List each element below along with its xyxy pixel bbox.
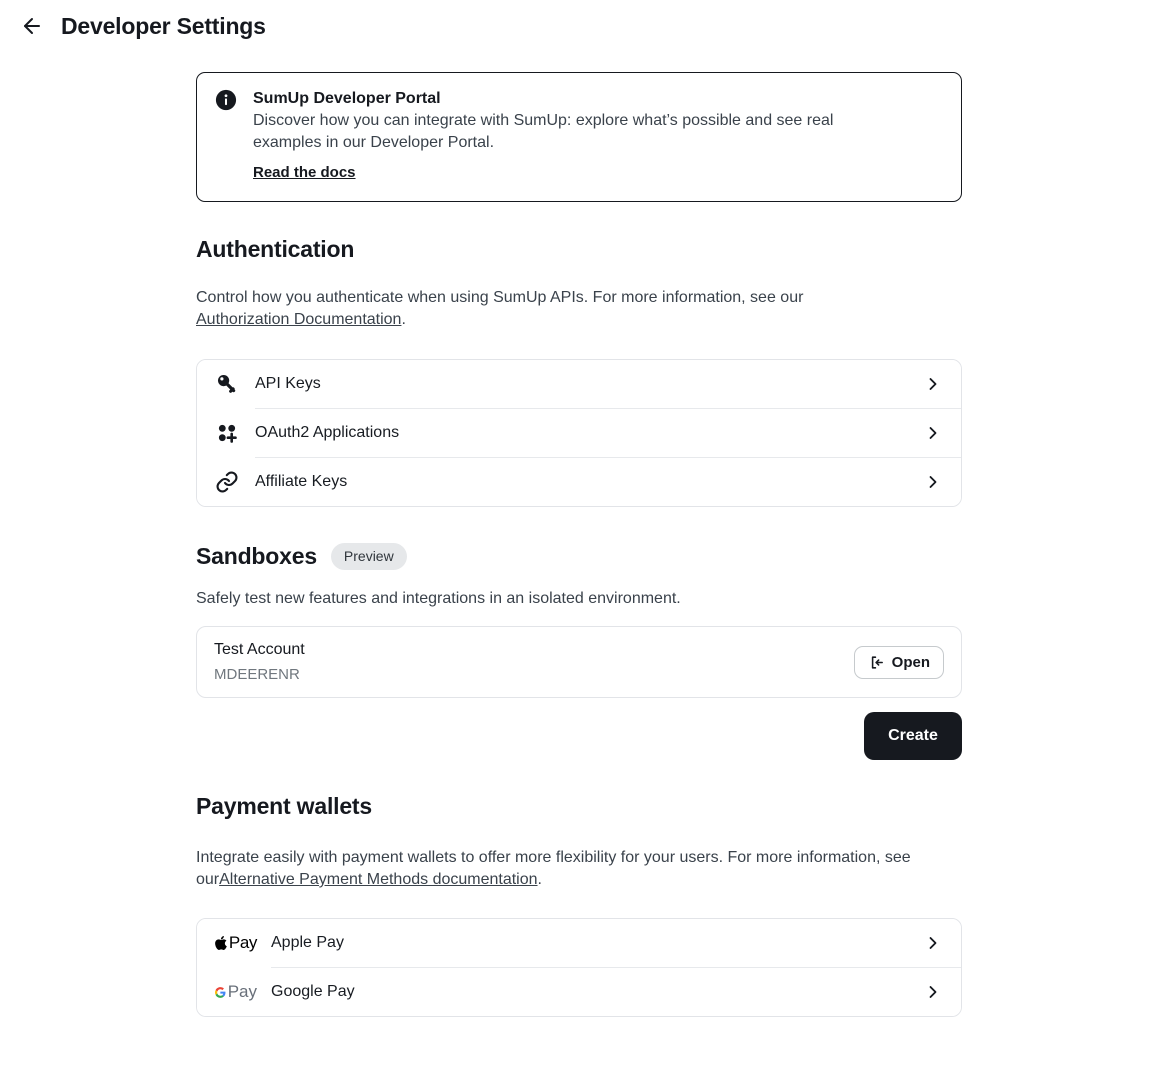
list-item-label: Affiliate Keys bbox=[255, 473, 348, 490]
content bbox=[196, 52, 962, 1017]
chevron-right-icon bbox=[923, 374, 943, 394]
payment-wallets-heading: Payment wallets bbox=[196, 793, 372, 819]
open-button[interactable] bbox=[854, 646, 944, 679]
list-item-label: OAuth2 Applications bbox=[255, 424, 400, 441]
account-name: Test Account bbox=[214, 641, 305, 658]
list-item-label: Apple Pay bbox=[271, 934, 344, 951]
list-item-apple-pay[interactable] bbox=[197, 919, 961, 967]
sandboxes-heading: Sandboxes bbox=[196, 543, 317, 569]
authorization-documentation-link[interactable]: Authorization Documentation bbox=[196, 311, 402, 328]
payment-wallets-description-text: Integrate easily with payment wallets to offer more flexibility for your users. For more information, see our bbox=[196, 849, 911, 888]
log-in-icon bbox=[868, 654, 885, 671]
page-title: Developer Settings bbox=[61, 12, 266, 39]
apple-pay-wordmark: Pay bbox=[228, 933, 257, 952]
apple-icon bbox=[215, 935, 227, 951]
authentication-description-suffix: . bbox=[401, 311, 406, 328]
preview-badge: Preview bbox=[331, 543, 407, 570]
google-g-icon bbox=[215, 984, 226, 1001]
arrow-left-icon bbox=[20, 14, 44, 38]
info-icon bbox=[215, 89, 237, 111]
authentication-description-text: Control how you authenticate when using SumUp APIs. For more information, see our bbox=[196, 289, 804, 306]
apple-pay-logo bbox=[215, 933, 257, 953]
payment-wallets-description bbox=[196, 847, 962, 891]
account-info bbox=[214, 639, 305, 685]
payment-wallets-description-suffix: . bbox=[537, 871, 542, 888]
authentication-description bbox=[196, 287, 846, 331]
payment-wallets-section bbox=[196, 792, 962, 1017]
google-pay-wordmark: Pay bbox=[227, 982, 257, 1001]
list-item-google-pay[interactable] bbox=[197, 968, 961, 1016]
page-header bbox=[0, 0, 1162, 52]
open-button-label: Open bbox=[891, 653, 930, 671]
key-icon bbox=[215, 372, 239, 396]
link-icon bbox=[215, 470, 239, 494]
test-account-card bbox=[196, 626, 962, 698]
sandboxes-section bbox=[196, 542, 962, 760]
create-row bbox=[196, 712, 962, 760]
create-button[interactable]: Create bbox=[864, 712, 962, 760]
list-item-label: API Keys bbox=[255, 375, 321, 392]
authentication-list bbox=[196, 359, 962, 507]
alternative-payment-methods-link[interactable]: Alternative Payment Methods documentation bbox=[219, 871, 538, 888]
payment-wallets-list bbox=[196, 918, 962, 1017]
list-item-oauth2-applications[interactable] bbox=[197, 409, 961, 457]
authentication-section bbox=[196, 235, 962, 507]
authentication-heading: Authentication bbox=[196, 236, 355, 262]
list-item-affiliate-keys[interactable] bbox=[197, 458, 961, 506]
chevron-right-icon bbox=[923, 423, 943, 443]
list-item-api-keys[interactable] bbox=[197, 360, 961, 408]
chevron-right-icon bbox=[923, 933, 943, 953]
list-item-label: Google Pay bbox=[271, 983, 355, 1000]
google-pay-logo bbox=[215, 982, 257, 1002]
sandboxes-heading-row bbox=[196, 542, 962, 570]
info-banner bbox=[196, 72, 962, 202]
sandboxes-description: Safely test new features and integrations in an isolated environment. bbox=[196, 590, 681, 607]
account-id: MDEERENR bbox=[214, 666, 300, 683]
back-button[interactable] bbox=[18, 12, 46, 40]
info-banner-title: SumUp Developer Portal bbox=[253, 90, 441, 107]
chevron-right-icon bbox=[923, 472, 943, 492]
read-the-docs-link[interactable]: Read the docs bbox=[253, 164, 356, 181]
info-banner-body: Discover how you can integrate with SumUp: explore what’s possible and see real examples in our Developer Portal. bbox=[253, 112, 834, 151]
info-banner-text bbox=[253, 88, 859, 184]
apps-plus-icon bbox=[215, 421, 239, 445]
chevron-right-icon bbox=[923, 982, 943, 1002]
